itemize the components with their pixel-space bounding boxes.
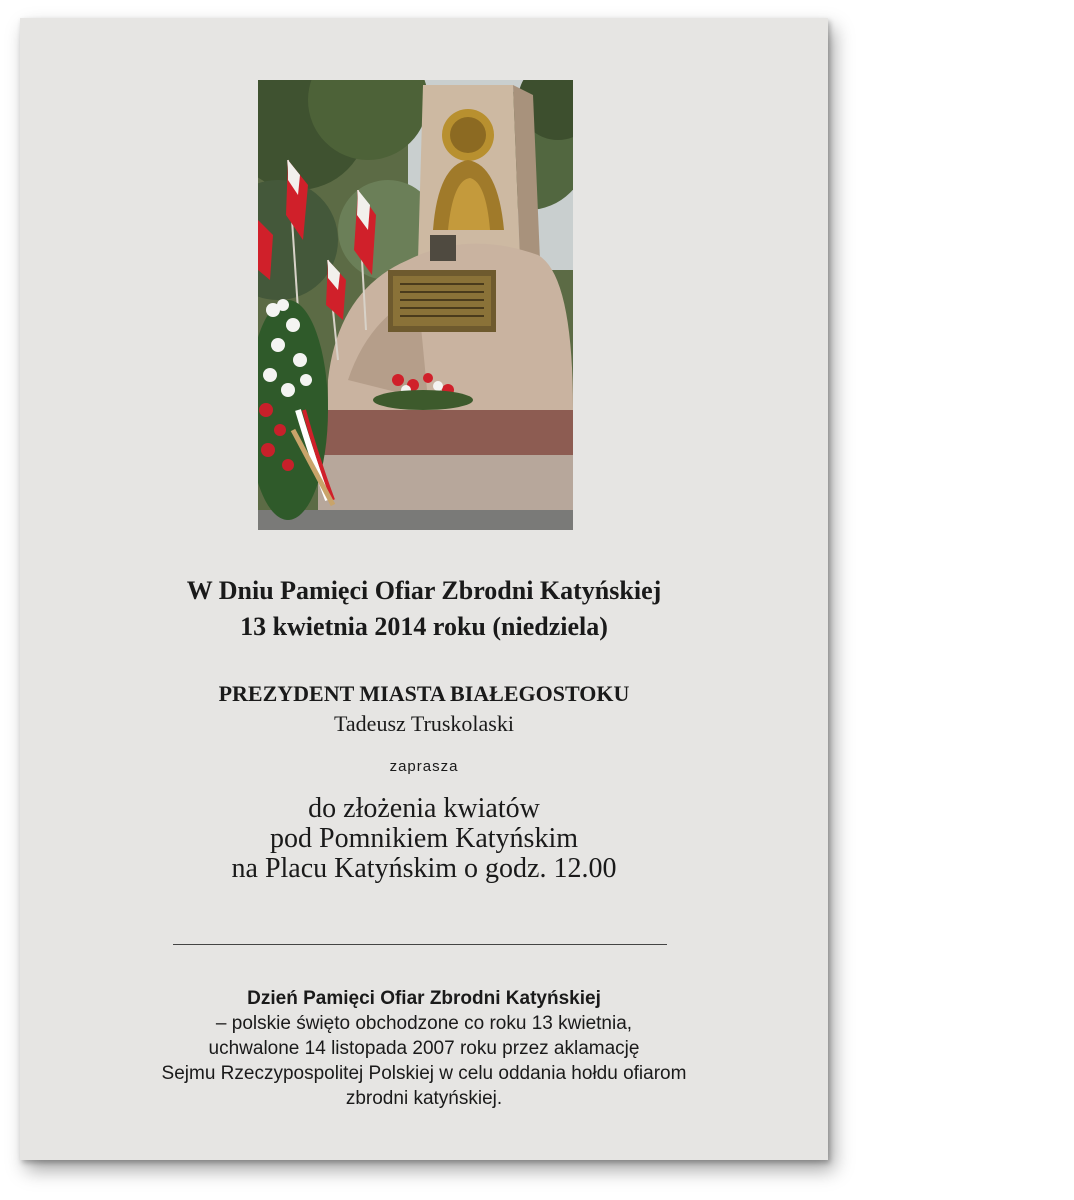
- note-title: Dzień Pamięci Ofiar Zbrodni Katyńskiej: [247, 988, 601, 1009]
- note-line-1: – polskie święto obchodzone co roku 13 kwietnia,: [215, 1013, 633, 1034]
- monument-photo: [258, 80, 573, 530]
- note-line-2: uchwalone 14 listopada 2007 roku przez aklamację: [208, 1038, 640, 1059]
- event-date: 13 kwietnia 2014 roku (niedziela): [240, 612, 608, 641]
- host-office: PREZYDENT MIASTA BIAŁEGOSTOKU: [218, 681, 630, 706]
- invitation-card: [20, 18, 828, 1160]
- divider: [173, 944, 667, 945]
- event-line-2: pod Pomnikiem Katyńskim: [270, 823, 578, 854]
- event-line-3: na Placu Katyńskim o godz. 12.00: [231, 853, 617, 884]
- event-title: W Dniu Pamięci Ofiar Zbrodni Katyńskiej: [186, 576, 662, 605]
- note-line-3: Sejmu Rzeczypospolitej Polskiej w celu oddania hołdu ofiarom: [161, 1063, 687, 1084]
- host-name: Tadeusz Truskolaski: [334, 711, 514, 736]
- note-line-4: zbrodni katyńskiej.: [345, 1088, 503, 1109]
- invites-verb: zaprasza: [389, 758, 459, 775]
- event-line-1: do złożenia kwiatów: [308, 793, 540, 824]
